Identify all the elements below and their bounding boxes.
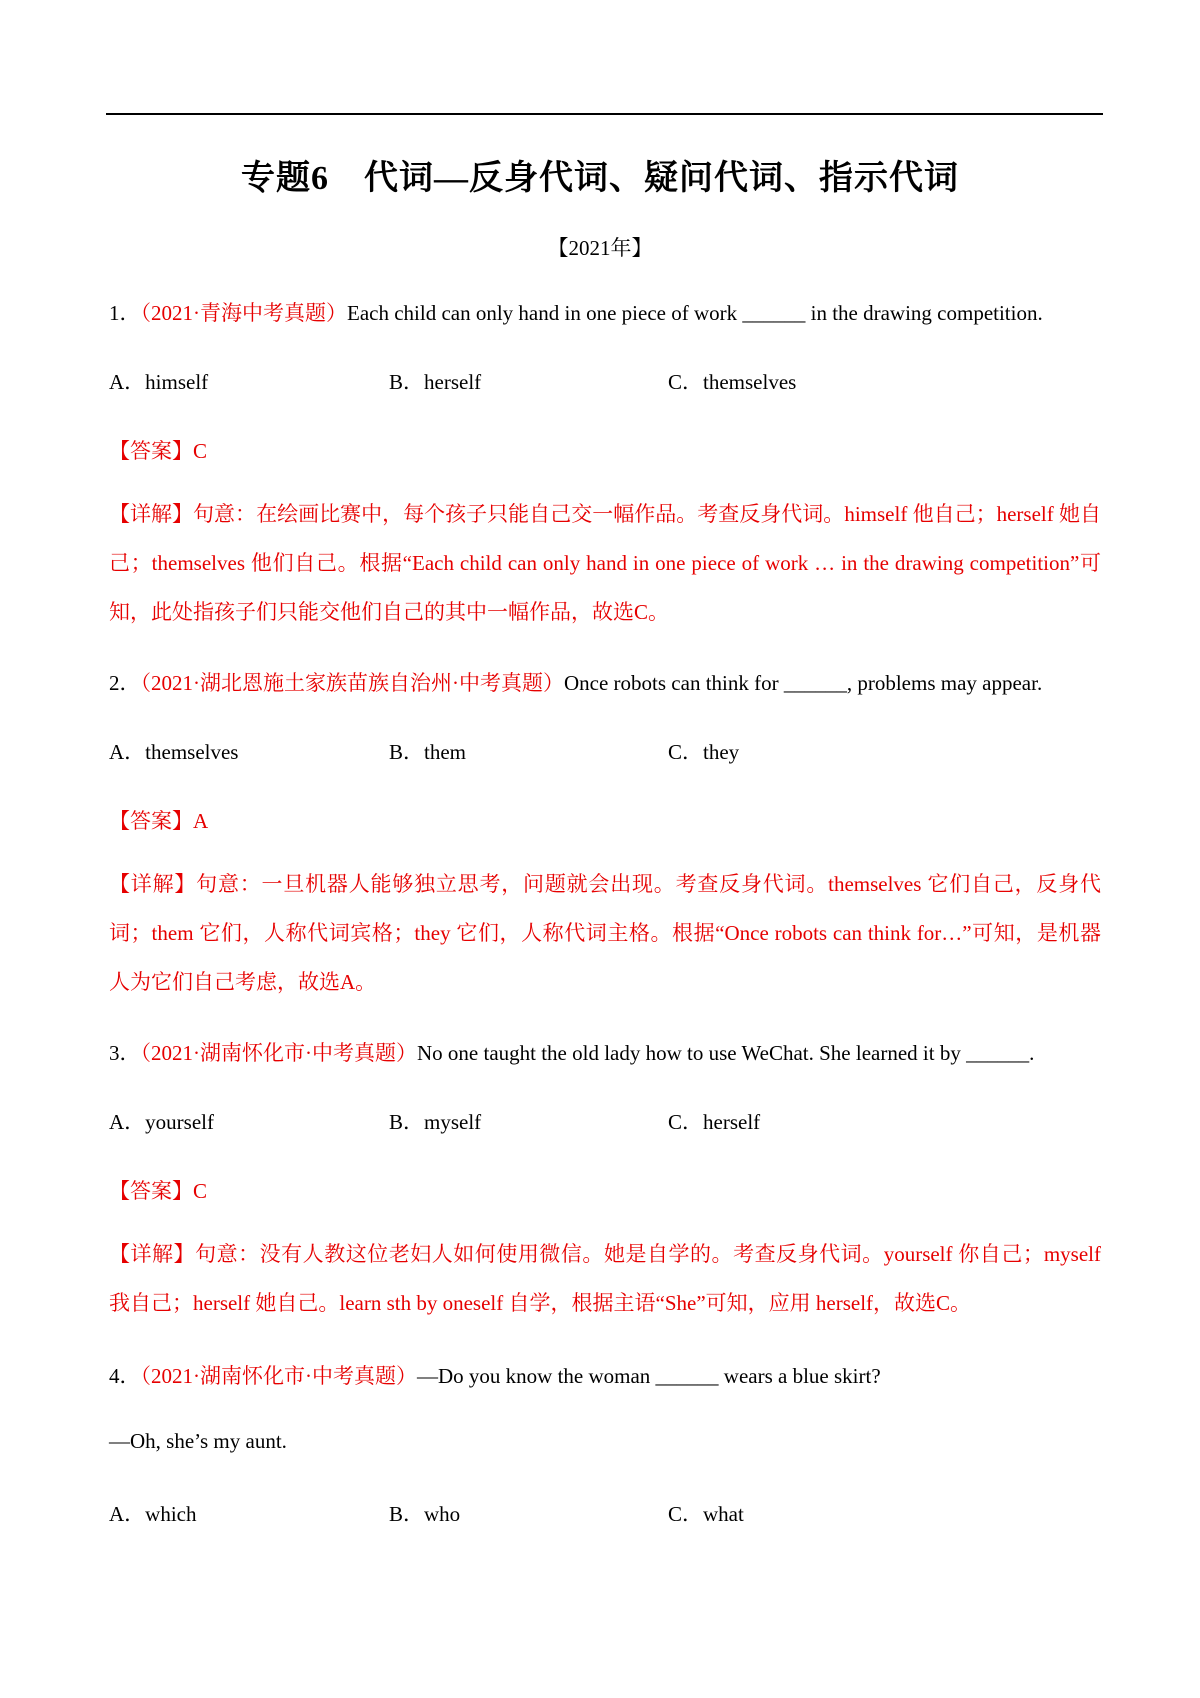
option-a: A．himself xyxy=(109,370,209,394)
question-number: 2． xyxy=(109,671,141,695)
option-b: B．herself xyxy=(389,370,482,394)
explanation: 【详解】句意：一旦机器人能够独立思考，问题就会出现。考查反身代词。themselves 它们自己，反身代词；them 它们，人称代词宾格；they 它们，人称代词主格。根据“Once robots can think for…”可知，是机器人为它们自己考虑，故选A。 xyxy=(109,872,1101,994)
question-source: （2021·湖南怀化市·中考真题） xyxy=(140,1041,417,1065)
option-a: A．themselves xyxy=(109,740,239,764)
question-stem-reply: —Oh, she’s my aunt. xyxy=(109,1429,287,1453)
question-number: 4． xyxy=(109,1364,141,1388)
question-source: （2021·青海中考真题） xyxy=(140,301,347,325)
question-number: 3． xyxy=(109,1041,141,1065)
option-c: C．themselves xyxy=(668,370,797,394)
option-b: B．who xyxy=(389,1502,461,1526)
question-stem: —Do you know the woman ______ wears a blue skirt? xyxy=(417,1364,881,1388)
question-3 xyxy=(109,1037,1034,1067)
question-source: （2021·湖南怀化市·中考真题） xyxy=(140,1364,417,1388)
answer-label: 【答案】C xyxy=(109,1179,208,1203)
question-stem: Once robots can think for ______, problems may appear. xyxy=(564,671,1043,695)
question-source: （2021·湖北恩施土家族苗族自治州·中考真题） xyxy=(140,671,564,695)
option-c: C．they xyxy=(668,740,740,764)
header-rule xyxy=(106,113,1103,115)
year-section-label: 【2021年】 xyxy=(547,236,653,260)
page-title: 专题6 代词—反身代词、疑问代词、指示代词 xyxy=(241,160,959,197)
option-c: C．herself xyxy=(668,1110,761,1134)
question-2 xyxy=(109,667,1042,697)
option-a: A．yourself xyxy=(109,1110,214,1134)
answer-label: 【答案】A xyxy=(109,809,209,833)
explanation: 【详解】句意：在绘画比赛中，每个孩子只能自己交一幅作品。考查反身代词。himself 他自己；herself 她自己；themselves 他们自己。根据“Each child can only hand in one piece of work … in the drawing competition”可知，此处指孩子们只能交他们自己的其中一幅作品，故选C。 xyxy=(109,502,1101,624)
question-number: 1． xyxy=(109,301,141,325)
option-a: A．which xyxy=(109,1502,197,1526)
question-4 xyxy=(109,1360,881,1390)
option-b: B．them xyxy=(389,740,466,764)
option-b: B．myself xyxy=(389,1110,482,1134)
question-stem: No one taught the old lady how to use WeChat. She learned it by ______. xyxy=(417,1041,1035,1065)
question-1 xyxy=(109,297,1043,327)
question-stem: Each child can only hand in one piece of work ______ in the drawing competition. xyxy=(347,301,1043,325)
option-c: C．what xyxy=(668,1502,744,1526)
answer-label: 【答案】C xyxy=(109,439,208,463)
explanation: 【详解】句意：没有人教这位老妇人如何使用微信。她是自学的。考查反身代词。yourself 你自己；myself 我自己；herself 她自己。learn sth by oneself 自学，根据主语“She”可知，应用 herself，故选C。 xyxy=(109,1242,1101,1315)
